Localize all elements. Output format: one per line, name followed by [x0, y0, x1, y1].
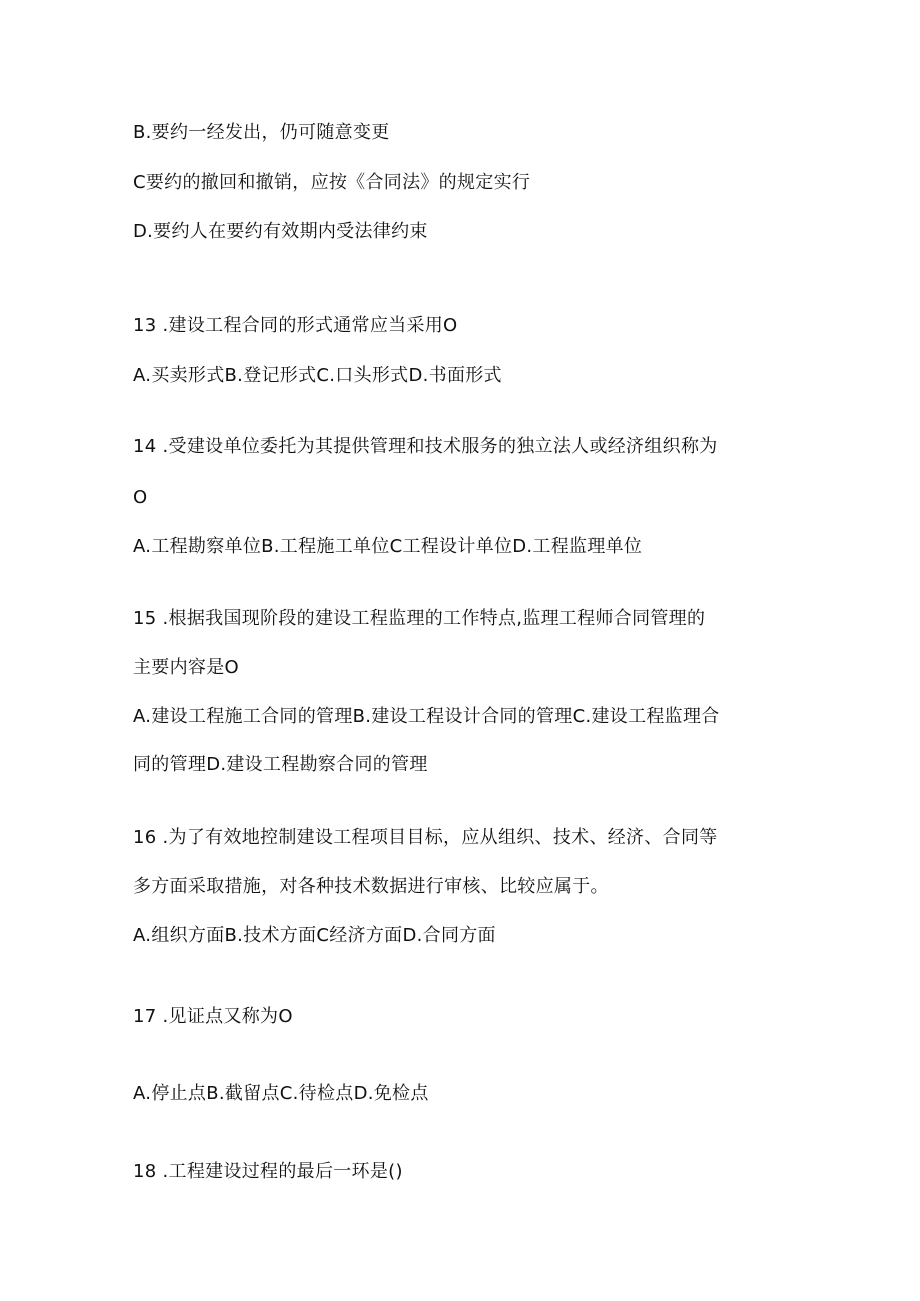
- option-c-line: C要约的撤回和撤销，应按《合同法》的规定实行: [133, 172, 531, 193]
- option-b-line: B.要约一经发出，仍可随意变更: [133, 122, 390, 143]
- question-17: 17 .见证点又称为O: [133, 1006, 293, 1027]
- question-14-options: A.工程勘察单位B.工程施工单位C工程设计单位D.工程监理单位: [133, 536, 643, 557]
- question-15-options-continuation: 同的管理D.建设工程勘察合同的管理: [133, 754, 428, 775]
- question-16: 16 .为了有效地控制建设工程项目目标，应从组织、技术、经济、合同等: [133, 827, 718, 848]
- option-d-line: D.要约人在要约有效期内受法律约束: [133, 221, 428, 242]
- question-15: 15 .根据我国现阶段的建设工程监理的工作特点,监理工程师合同管理的: [133, 608, 706, 629]
- question-15-options: A.建设工程施工合同的管理B.建设工程设计合同的管理C.建设工程监理合: [133, 706, 720, 727]
- question-14: 14 .受建设单位委托为其提供管理和技术服务的独立法人或经济组织称为: [133, 436, 718, 457]
- question-17-options: A.停止点B.截留点C.待检点D.免检点: [133, 1083, 429, 1104]
- question-16-continuation: 多方面采取措施，对各种技术数据进行审核、比较应属于。: [133, 876, 609, 897]
- question-13: 13 .建设工程合同的形式通常应当采用O: [133, 315, 458, 336]
- question-16-options: A.组织方面B.技术方面C经济方面D.合同方面: [133, 925, 496, 946]
- question-15-continuation: 主要内容是O: [133, 657, 239, 678]
- question-14-continuation: O: [133, 487, 148, 508]
- question-18: 18 .工程建设过程的最后一环是(): [133, 1161, 403, 1182]
- question-13-options: A.买卖形式B.登记形式C.口头形式D.书面形式: [133, 365, 502, 386]
